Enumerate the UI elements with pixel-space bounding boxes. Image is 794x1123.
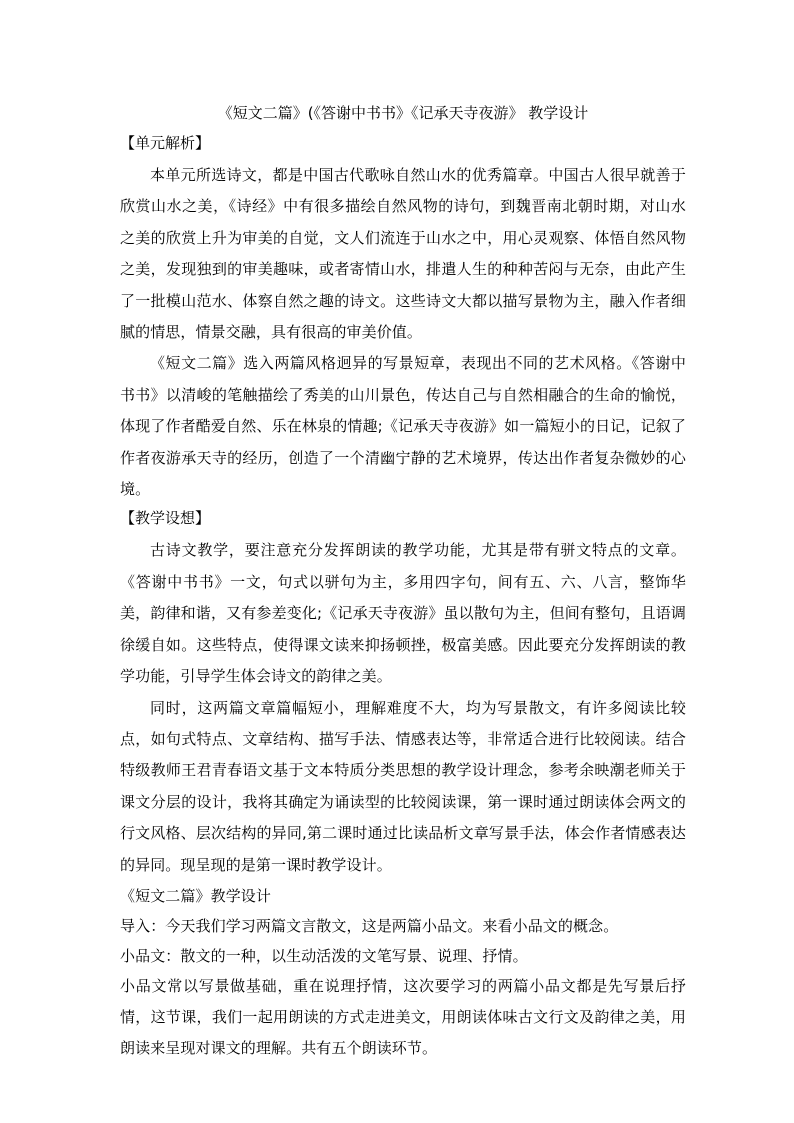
paragraph: 本单元所选诗文，都是中国古代歌咏自然山水的优秀篇章。中国古人很早就善于欣赏山水之美，《诗经》中有很多描绘自然风物的诗句，到魏晋南北朝时期，对山水之美的欣赏上升为审美的自觉，文人们流连于山水之中，用心灵观察、体悟自然风物之美，发现独到的审美趣味，或者寄情山水，排遣人生的种种苦闷与无奈，由此产生了一批模山范水、体察自然之趣的诗文。这些诗文大都以描写景物为主，融入作者细腻的情思，情景交融，具有很高的审美价值。: [120, 166, 686, 342]
section-heading-teaching-ideas: 【教学设想】: [120, 509, 211, 528]
paragraph: 《短文二篇》选入两篇风格迥异的写景短章，表现出不同的艺术风格。《答谢中书书》以清峻的笔触描绘了秀美的山川景色，传达自己与自然相融合的生命的愉悦，体现了作者酷爱自然、乐在林泉的情趣;《记承天寺夜游》如一篇短小的日记，记叙了作者夜游承天寺的经历，创造了一个清幽宁静的艺术境界，传达出作者复杂微妙的心境。: [120, 354, 686, 499]
document-page: [120, 102, 686, 1064]
document-title: 《短文二篇》(《答谢中书书》《记承天寺夜游》 教学设计: [217, 104, 589, 122]
section-heading-unit-analysis: 【单元解析】: [120, 134, 211, 152]
paragraph: 同时，这两篇文章篇幅短小，理解难度不大，均为写景散文，有许多阅读比较点，如句式特点、文章结构、描写手法、情感表达等，非常适合进行比较阅读。结合特级教师王君青春语文基于文本特质分类思想的教学设计理念，参考余映潮老师关于课文分层的设计，我将其确定为诵读型的比较阅读课，第一课时通过朗读体会两文的行文风格、层次结构的异同,第二课时通过比读品析文章写景手法，体会作者情感表达的异同。现呈现的是第一课时教学设计。: [120, 698, 686, 874]
paragraph: 古诗文教学，要注意充分发挥朗读的教学功能，尤其是带有骈文特点的文章。《答谢中书书》一文，句式以骈句为主，多用四字句，间有五、六、八言，整饰华美，韵律和谐，又有参差变化;《记承天寺夜游》虽以散句为主，但间有整句，且语调徐缓自如。这些特点，使得课文读来抑扬顿挫，极富美感。因此要充分发挥朗读的教学功能，引导学生体会诗文的韵律之美。: [120, 541, 686, 686]
intro-line: 导入：今天我们学习两篇文言散文，这是两篇小品文。来看小品文的概念。: [120, 916, 619, 935]
subtitle-line: 《短文二篇》教学设计: [120, 886, 272, 905]
closing-paragraph: 小品文常以写景做基础，重在说理抒情，这次要学习的两篇小品文都是先写景后抒情，这节课，我们一起用朗读的方式走进美文，用朗读体味古文行文及韵律之美，用朗读来呈现对课文的理解。共有五个朗读环节。: [120, 976, 686, 1057]
definition-line: 小品文：散文的一种，以生动活泼的文笔写景、说理、抒情。: [120, 946, 528, 965]
